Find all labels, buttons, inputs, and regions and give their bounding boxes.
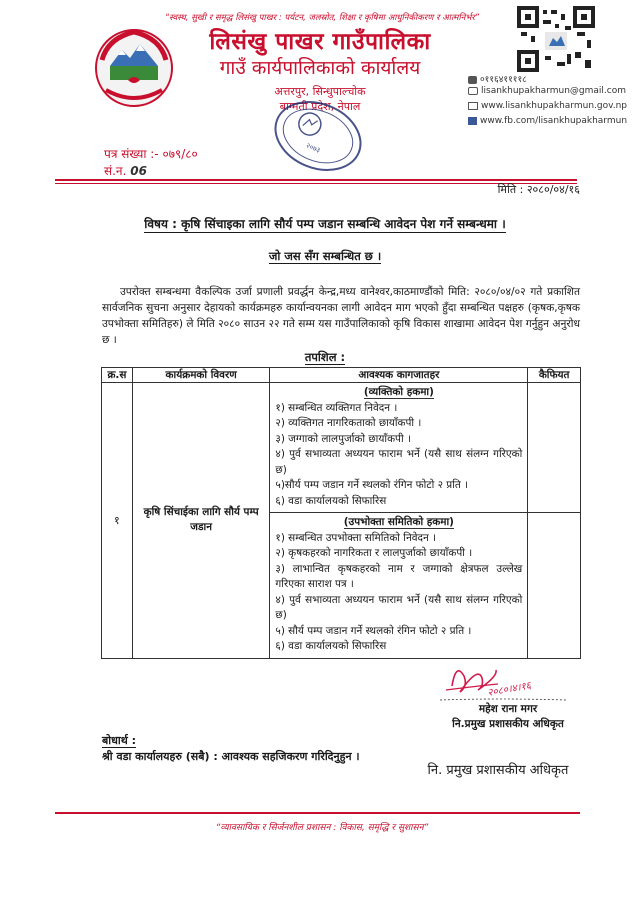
addressee: जो जस सँग सम्बन्धित छ । [268,249,382,263]
address-line-1: अत्तरपुर, सिन्धुपाल्चोक [274,85,366,98]
letter-date: मिति : २०८०/०४/१६ [497,183,580,196]
table-header-row [102,368,581,383]
computer-icon [468,102,478,110]
contact-email: lisankhupakharmun@gmail.com [468,86,626,96]
list-item: ३) जग्गाको लालपुर्जाको छायाँकपी । [275,432,411,445]
email-icon [468,87,478,95]
svg-text:२०८०।४।१६: २०८०।४।१६ [486,680,532,699]
body-paragraph: उपरोक्त सम्बन्धमा वैकल्पिक उर्जा प्रणाली प्रवर्द्धन केन्द्र,मध्य वानेश्वर,काठमाण्डौंको मिति: २०८०/०४/०२ गते प्रकाशित सार्वजनिक सुचना अनुसार देहायको कार्यक्रमहरु कार्यान्वयनका लागी आवेदन माग भएको हुँदा सम्बन्धित पक्षहरु (कृषक,कृषक उपभोक्ता समितिहरु) ले मिति २०८० साउन २२ गते सम्म यस गाउँपालिकाको कृषि विकास शाखामा आवेदन पेश गर्नुहुन अनुरोध छ । [102,286,580,346]
contact-website: www.lisankhupakharmun.gov.np [468,101,627,111]
list-item: ६) वडा कार्यालयको सिफारिस [275,640,387,652]
individual-heading: (व्यक्तिको हकमा) [363,386,434,398]
contact-phone: ०११६४११११८ [468,72,527,85]
footer-divider [55,812,580,814]
address-line-2: बाग्मती प्रदेश, नेपाल [279,100,361,113]
list-item: २) व्यक्तिगत नागरिकताको छायाँकपी । [275,417,422,429]
cc-line: श्री वडा कार्यालयहरु (सबै) : आवश्यक सहजिकरण गरिदिनुहुन । [102,750,360,763]
office-name: गाउँ कार्यपालिकाको कार्यालय [219,57,421,79]
requirements-table [101,367,581,659]
motto: “स्वस्थ, सुखी र समृद्ध लिसंखु पाखर : पर्यटन, जलस्रोत, शिक्षा र कृषिमा आधुनिकीकरण र आत्मनिर्भर” [164,13,480,23]
office-title-stamp: नि. प्रमुख प्रशासकीय अधिकृत [427,763,569,778]
cell-remarks-2 [528,513,581,659]
list-item: ३) लाभान्वित कृषकहरको नाम र जग्गाको क्षेत्रफल उल्लेख गरिएका साराश पत्र । [275,562,523,590]
header-documents: आवश्यक कागजातहर [270,368,528,383]
phone-icon [468,76,477,84]
cell-program: कृषि सिंचाईका लागि सौर्य पम्प जडान [132,383,270,659]
office-stamp [268,96,368,176]
footer-motto: “व्यावसायिक र सिर्जनशील प्रशासन : विकास, समृद्धि र सुशासन” [215,823,429,833]
list-item: २) कृषकहरको नागरिकता र लालपुर्जाको छायाँकपी । [275,547,473,559]
dispatch-number: सं.न. 06 [104,164,147,178]
header-remarks: कैफियत [528,368,581,383]
signatory-name: महेश राना मगर [478,703,538,715]
header-sn: क्र.स [102,368,133,383]
list-item: ६) वडा कार्यालयको सिफारिस [275,494,387,507]
cell-sn: १ [102,383,133,659]
qr-code-icon [517,6,595,72]
header-divider [55,179,577,181]
header-program: कार्यक्रमको विवरण [132,368,270,383]
list-item: ५)सौर्य पम्प जडान गर्ने स्थलको रंगिन फोटो २ प्रति । [275,479,469,491]
committee-heading: (उपभोक्ता समितिको हकमा) [343,516,454,528]
list-item: १) सम्बन्धित उपभोक्ता समितिको निवेदन । [275,531,437,544]
contact-facebook: www.fb.com/lisankhupakharmun [468,116,627,126]
letter-number: पत्र संख्या :- ०७९/८० [104,147,198,161]
cc-label: बोधार्थ : [102,734,137,747]
list-item: ४) पुर्व सभाव्यता अध्ययन फाराम भर्ने (यसै साथ संलग्न गरिएको छ) [275,448,523,476]
signatory-title: नि.प्रमुख प्रशासकीय अधिकृत [452,718,564,730]
handwritten-signature [438,656,568,702]
cell-individual-docs [270,383,528,513]
list-item: ४) पुर्व सभाव्यता अध्ययन फाराम भर्ने (यसै साथ संलग्न गरिएको छ) [275,593,523,621]
list-item: ५) सौर्य पम्प जडान गर्ने स्थलको रंगिन फोटो २ प्रति । [275,624,472,637]
table-row [102,383,581,513]
list-item: १) सम्बन्धित व्यक्तिगत निवेदन । [275,401,398,414]
svg-text:२०७३: २०७३ [304,141,322,155]
cell-committee-docs [270,513,528,659]
details-heading: तपशिल : [304,350,346,364]
facebook-icon [468,117,477,125]
subject-line: विषय : कृषि सिंचाइका लागि सौर्य पम्प जडान सम्बन्धि आवेदन पेश गर्ने सम्बन्धमा । [144,217,506,231]
municipality-name: लिसंखु पाखर गाउँपालिका [209,29,431,55]
cell-remarks-1 [528,383,581,513]
